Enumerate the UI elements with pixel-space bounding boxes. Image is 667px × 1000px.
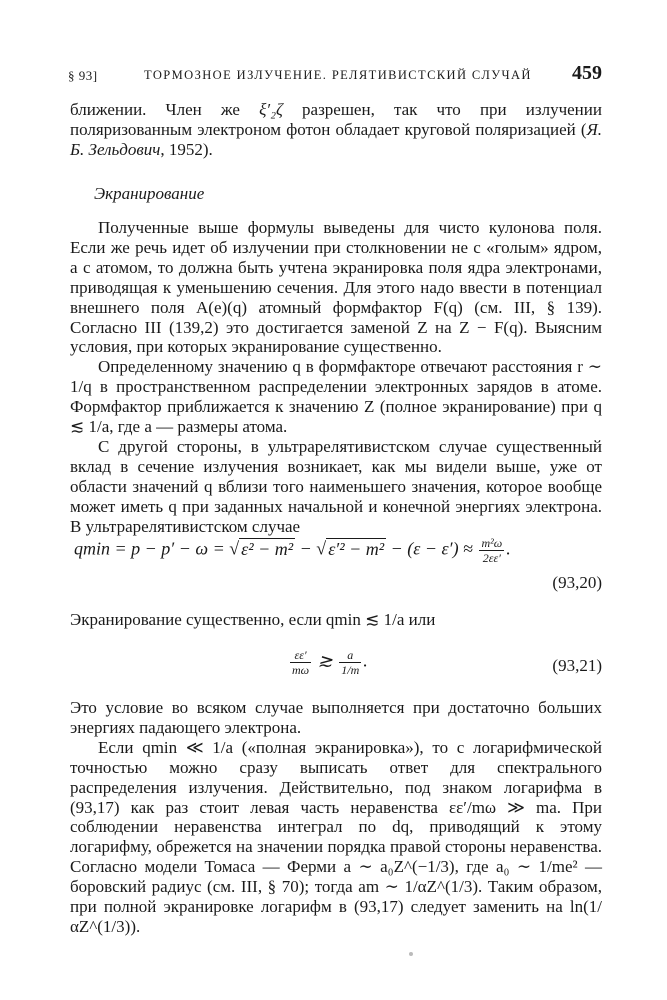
equation-93-21	[70, 648, 602, 688]
paragraph-4-block	[70, 610, 602, 630]
paragraph-5: Это условие во всяком случае выполняется при достаточно больших энергиях падающего электрона.	[70, 698, 602, 737]
page-number: 459	[572, 62, 602, 84]
equation-93-20-body: qmin = p − p′ − ω = √ ε² − m² − √ ε′² − m² − (ε − ε′) ≈ $\frac{\text{m²ω}}{2\varepsilon\varepsilon'}$ .	[74, 536, 511, 565]
equation-93-20	[70, 536, 602, 592]
paragraph-3: С другой стороны, в ультрарелятивистском случае существенный вклад в сечение излучения возникает, как мы видели выше, уже от области значений q вблизи того наименьшего значения, которое вообще может иметь q при заданных начальной и конечной энергиях электрона. В ультрарелятивистском случае	[70, 436, 602, 536]
equation-number: (93,21)	[552, 656, 602, 675]
paragraph-2: Определенному значению q в формфакторе отвечают расстояния r ∼ 1/q в пространственном распределении электронных зарядов в атоме. Формфактор приближается к значению Z (полное экранирование) при q ≲ 1/a, где a — размеры атома.	[70, 357, 602, 437]
section-heading: Экранирование	[94, 184, 205, 203]
equation-93-21-body: $\frac{\varepsilon\varepsilon'}{m\omega}$ ≳ $\frac{a}{1/m}$ .	[292, 648, 368, 677]
final-text-block	[70, 698, 602, 937]
running-header	[68, 62, 602, 90]
main-text-block	[70, 218, 602, 537]
fraction-m2w-2ee: $\frac{\text{m²ω}}{2\varepsilon\varepsilon'}$	[481, 536, 503, 565]
header-title: ТОРМОЗНОЕ ИЗЛУЧЕНИЕ. РЕЛЯТИВИСТСКИЙ СЛУЧАЙ	[144, 68, 532, 82]
symbol-xi-zeta: ξ′₂ζ	[259, 100, 283, 119]
paragraph-6: Если qmin ≪ 1/a («полная экранировка»), то с логарифмической точностью можно сразу выписать ответ для спектрального распределения излучения. Действительно, под знаком логарифма в (93,17) как раз стоит левая часть неравенства εε′/mω ≫ ma. При соблюдении неравенства интеграл по dq, приводящий к этому логарифму, обрежется на значении порядка правой стороны неравенства. Согласно модели Томаса — Ферми a ∼ a₀Z^(−1/3), где a₀ ∼ 1/me² — боровский радиус (см. III, § 70); тогда am ∼ 1/αZ^(1/3). Таким образом, при полной экранировке логарифм в (93,17) следует заменить на ln(1/αZ^(1/3)).	[70, 737, 602, 936]
equation-number: (93,20)	[552, 573, 602, 592]
header-section-ref: § 93]	[68, 68, 98, 83]
paragraph-continued: ближении. Член же ξ′₂ζ разрешен, так что при излучении поляризованным электроном фотон обладает круговой поляризацией (Я. Б. Зельдович, 1952).	[70, 100, 602, 159]
citation-author: Я. Б. Зельдович	[70, 119, 602, 159]
paper-speck	[409, 952, 413, 956]
paragraph-1: Полученные выше формулы выведены для чисто кулонова поля. Если же речь идет об излучении при столкновении не с «голым» ядром, а с атомом, то должна быть учтена экранировка поля ядра электронами, приводящая к уменьшению сечения. Для этого надо ввести в потенциал внешнего поля A(e)(q) атомный формфактор F(q) (см. III, § 139). Согласно III (139,2) это достигается заменой Z на Z − F(q). Выясним условия, при которых экранирование существенно.	[70, 218, 602, 357]
paragraph-4: Экранирование существенно, если qmin ≲ 1/a или	[70, 610, 436, 629]
